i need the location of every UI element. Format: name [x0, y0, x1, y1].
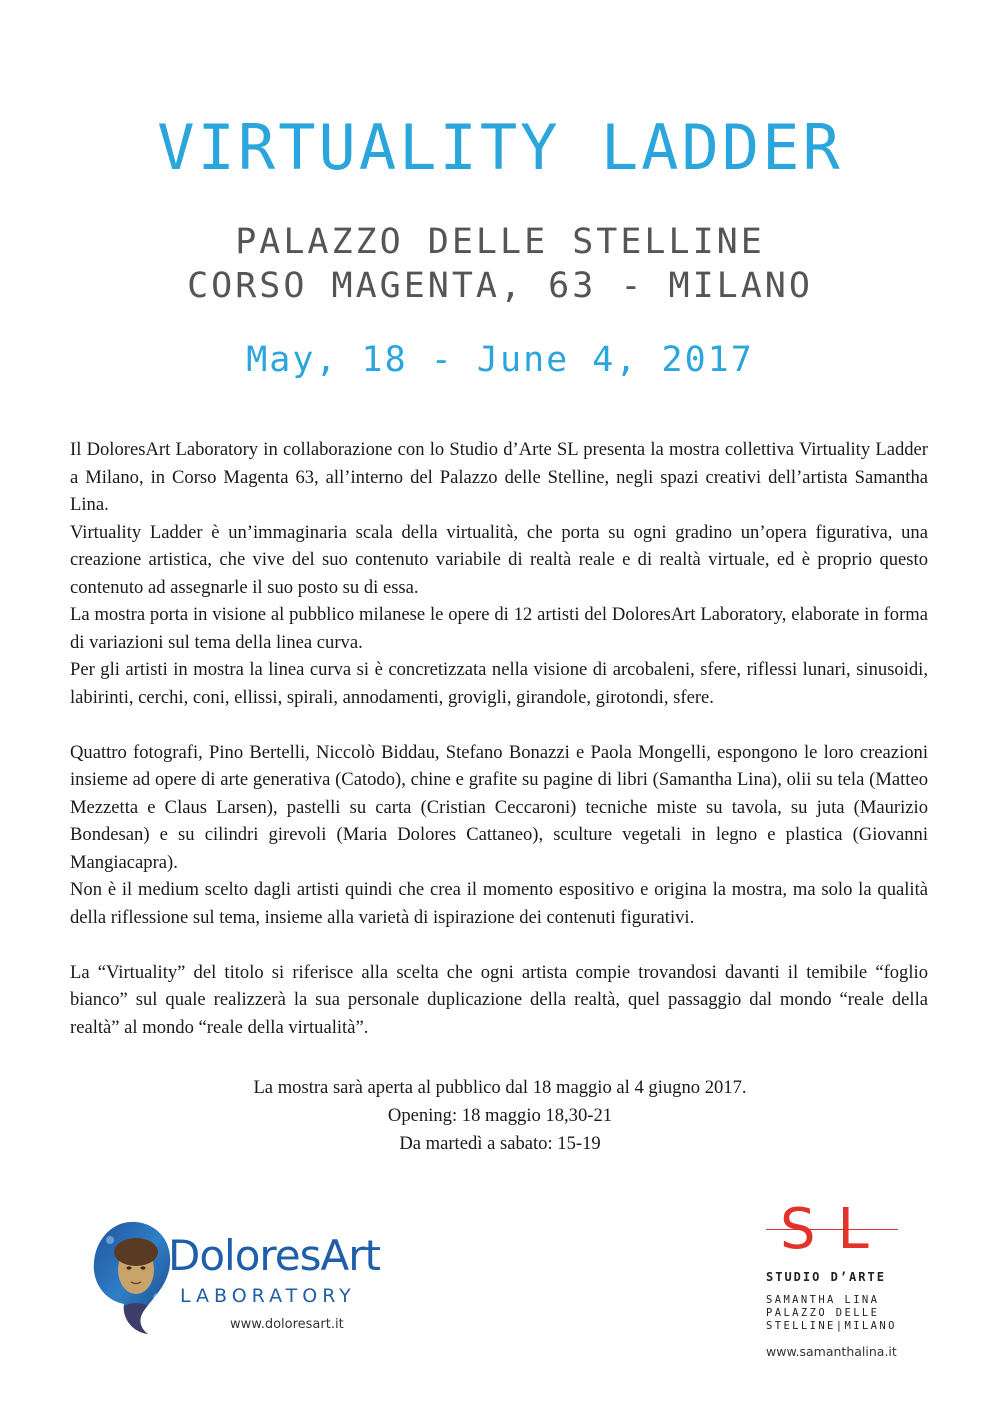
portrait-drop-icon — [88, 1218, 174, 1336]
paragraph-artists: La mostra porta in visione al pubblico milanese le opere di 12 artisti del DoloresArt Laboratory, elaborate in forma di variazioni sul tema della linea curva. — [70, 604, 928, 653]
paragraph-intro: Il DoloresArt Laboratory in collaborazione con lo Studio d’Arte SL presenta la mostra collettiva Virtuality Ladder a Milano, in Corso Magenta 63, all’interno del Palazzo delle Stelline, negli spazi creativi dell’artista Samantha Lina. — [70, 439, 928, 515]
paragraph-virtuality: La “Virtuality” del titolo si riferisce alla scelta che ogni artista compie trovandosi davanti il temibile “foglio bianco” sul quale realizzerà la sua personale duplicazione della realtà, quel passaggio dal mondo “reale della realtà” al mondo “reale della virtualità”. — [70, 961, 928, 1038]
opening-hours: Da martedì a sabato: 15-19 — [399, 1133, 601, 1154]
doloresart-subtitle: LABORATORY — [180, 1285, 356, 1307]
venue-name: PALAZZO DELLE STELLINE — [235, 222, 765, 262]
paragraph-concept: Virtuality Ladder è un’immaginaria scala della virtualità, che porta su ogni gradino un’opera figurativa, una creazione artistica, che vive del suo contenuto variabile di realtà reale e di realtà virtuale, ed è proprio questo contenuto ad assegnarle il suo posto su di essa. — [70, 521, 928, 598]
sl-artist-name: SAMANTHA LINA — [766, 1294, 880, 1306]
paragraph-medium: Non è il medium scelto dagli artisti quindi che crea il momento espositivo e origina la mostra, ma solo la qualità della riflessione sul tema, insieme alla varietà di ispirazione dei contenuti figurativi. — [70, 879, 928, 928]
paragraph-spacer — [70, 711, 928, 739]
sl-letters: SL — [780, 1197, 891, 1262]
sl-venue-line1: PALAZZO DELLE — [766, 1307, 880, 1319]
opening-period: La mostra sarà aperta al pubblico dal 18 maggio al 4 giugno 2017. — [253, 1077, 747, 1098]
sl-studio-logo — [766, 1197, 916, 1365]
opening-info — [0, 1074, 1000, 1158]
opening-night: Opening: 18 maggio 18,30-21 — [387, 1105, 613, 1126]
sl-venue-line2: STELLINE|MILANO — [766, 1320, 897, 1332]
paragraph-spacer — [70, 931, 928, 959]
doloresart-url[interactable]: www.doloresart.it — [230, 1317, 344, 1332]
sl-studio-label: STUDIO D’ARTE — [766, 1270, 886, 1284]
doloresart-logo — [88, 1218, 418, 1338]
exhibition-title: VIRTUALITY LADDER — [157, 111, 843, 184]
paragraph-curve: Per gli artisti in mostra la linea curva si è concretizzata nella visione di arcobaleni, sfere, riflessi lunari, sinusoidi, labirinti, cerchi, coni, ellissi, spirali, annodamenti, grovigli, girandole, girotondi, sfere. — [70, 659, 928, 708]
paragraph-media: Quattro fotografi, Pino Bertelli, Niccolò Biddau, Stefano Bonazzi e Paola Mongelli, espongono le loro creazioni insieme ad opere di arte generativa (Catodo), chine e grafite su pagine di libri (Samantha Lina), olii su tela (Matteo Mezzetta e Claus Larsen), pastelli su carta (Cristian Ceccaroni) tecniche miste su tavola, su juta (Maurizio Bondesan) e su cilindri girevoli (Maria Dolores Cattaneo), sculture vegetali in legno e plastica (Giovanni Mangiacapra). — [70, 741, 928, 873]
sl-url[interactable]: www.samanthalina.it — [766, 1344, 897, 1359]
exhibition-dates: May, 18 - June 4, 2017 — [246, 340, 754, 380]
body-text — [70, 436, 928, 1041]
venue-address: CORSO MAGENTA, 63 - MILANO — [187, 266, 813, 306]
doloresart-name: DoloresArt — [168, 1231, 380, 1280]
venue-block — [0, 220, 1000, 308]
